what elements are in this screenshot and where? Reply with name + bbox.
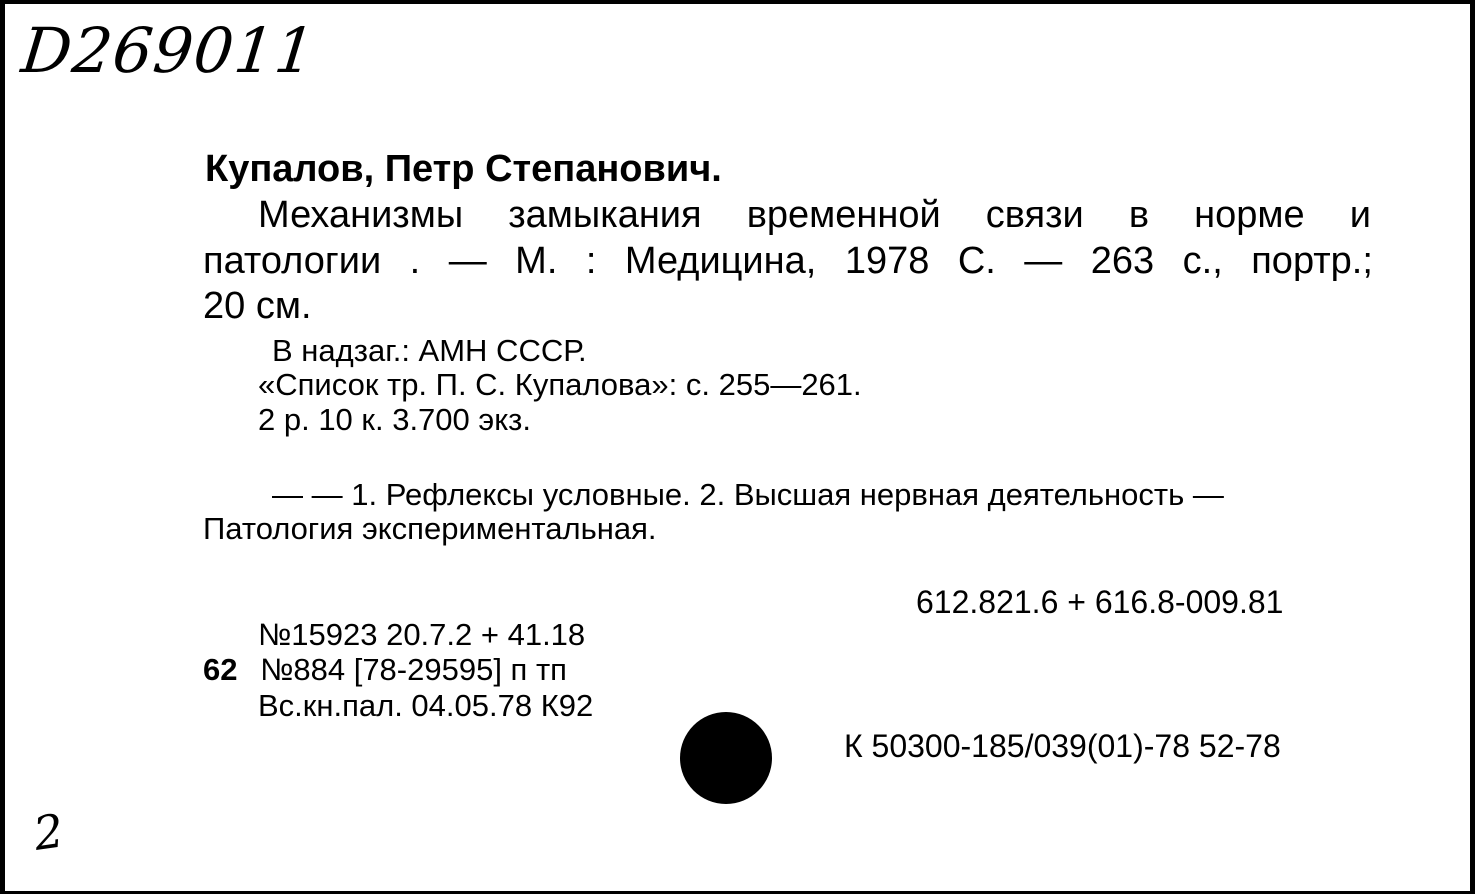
handwritten-call-number: D269011 [18,14,320,87]
title-line-2 [203,240,1373,283]
ledger-line-1: №15923 20.7.2 + 41.18 [258,617,586,652]
title-line-3: 20 см. [203,285,312,327]
subjects-line-1: — — 1. Рефлексы условные. 2. Высшая нервная деятельность — [272,477,1224,512]
catalog-code: К 50300-185/039(01)-78 52-78 [844,728,1281,764]
title-line-2-text: патологии . — М. : Медицина, 1978 С. — 263 с., портр.; [203,240,1373,282]
ledger-line-3: Вс.кн.пал. 04.05.78 К92 [258,688,594,723]
note-bibliography: «Список тр. П. С. Купалова»: с. 255—261. [258,367,862,402]
card-border-left [0,0,5,894]
punch-hole-dot [680,712,772,804]
handwritten-number: 2 [30,803,68,861]
note-header: В надзаг.: АМН СССР. [272,333,587,368]
subjects-line-2: Патология экспериментальная. [203,511,657,546]
ledger-line-2 [203,652,567,688]
ledger-line-2-text: №884 [78-29595] п тп [260,652,567,687]
title-line-1 [258,194,1371,237]
author-heading: Купалов, Петр Степанович. [205,148,722,190]
udc-classification: 612.821.6 + 616.8-009.81 [916,584,1284,620]
note-price-copies: 2 р. 10 к. 3.700 экз. [258,402,531,437]
card-border-right [1470,0,1475,894]
title-line-1-text: Механизмы замыкания временной связи в норме и [258,194,1371,236]
card-border-top [0,0,1475,4]
ledger-prefix: 62 [203,652,238,687]
